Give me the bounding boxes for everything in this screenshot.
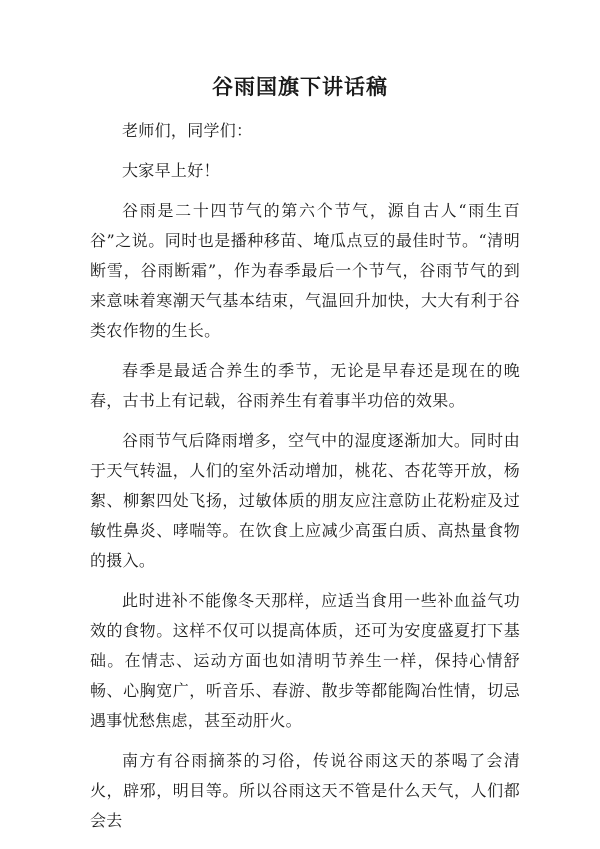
paragraph: 谷雨节气后降雨增多，空气中的湿度逐渐加大。同时由于天气转温，人们的室外活动增加，桃花、杏花等开放，杨絮、柳絮四处飞扬，过敏体质的朋友应注意防止花粉症及过敏性鼻炎、哮喘等。在饮食上应减少高蛋白质、高热量食物的摄入。 [90,431,520,570]
paragraph: 此时进补不能像冬天那样，应适当食用一些补血益气功效的食物。这样不仅可以提高体质，还可为安度盛夏打下基础。在情志、运动方面也如清明节养生一样，保持心情舒畅、心胸宽广，听音乐、春游、散步等都能陶冶性情，切忌遇事忧愁焦虑，甚至动肝火。 [90,591,520,730]
greeting-line: 老师们，同学们： [122,121,253,140]
document-title: 谷雨国旗下讲话稿 [212,74,388,99]
document-body [90,116,520,846]
paragraph: 南方有谷雨摘茶的习俗，传说谷雨这天的茶喝了会清火，辟邪，明目等。所以谷雨这天不管是什么天气，人们都会去 [90,751,520,830]
paragraph: 谷雨是二十四节气的第六个节气，源自古人“雨生百谷”之说。同时也是播种移苗、埯瓜点豆的最佳时节。“清明断雪，谷雨断霜”，作为春季最后一个节气，谷雨节气的到来意味着寒潮天气基本结束，气温回升加快，大大有利于谷类农作物的生长。 [90,201,520,340]
paragraph: 春季是最适合养生的季节，无论是早春还是现在的晚春，古书上有记载，谷雨养生有着事半功倍的效果。 [90,361,520,410]
salutation-line: 大家早上好！ [122,161,220,180]
